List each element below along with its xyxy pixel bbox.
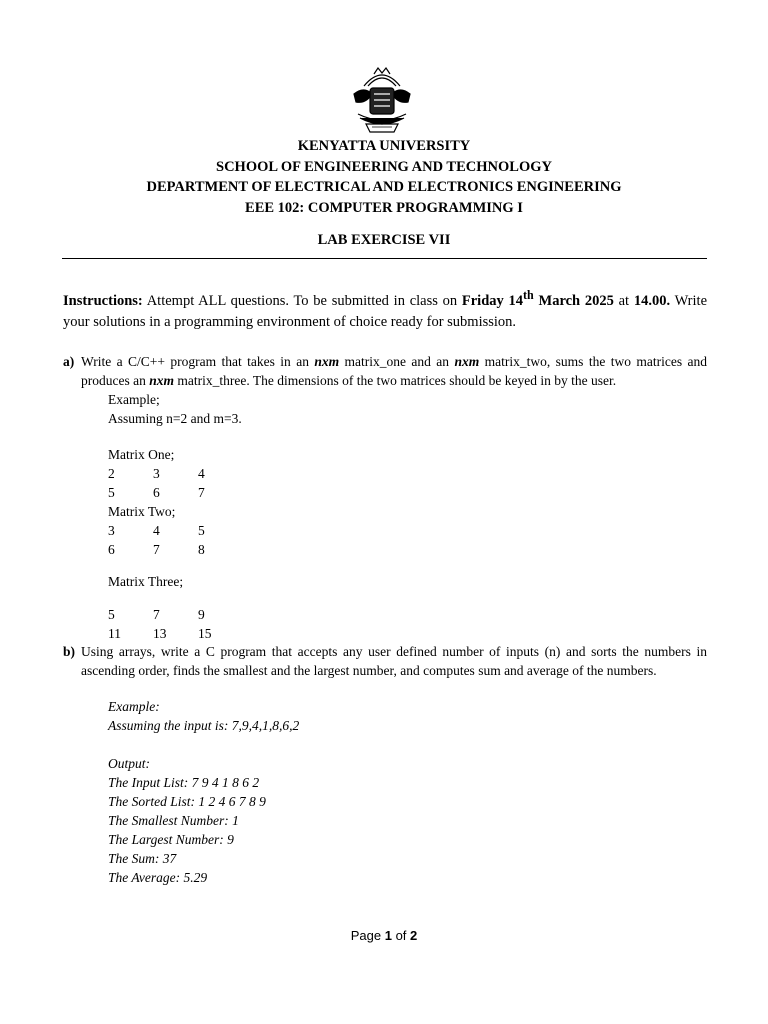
instructions-paragraph: Instructions: Attempt ALL questions. To be submitted in class on Friday 14th March 2025 at 14.00. Write your solutions in a programming environment of choice ready for submission. bbox=[63, 288, 708, 330]
output-line: The Sum: 37 bbox=[108, 851, 177, 866]
matrix-row: 11 13 15 bbox=[108, 626, 212, 641]
output-line: The Average: 5.29 bbox=[108, 870, 208, 885]
matrix-row: 6 7 8 bbox=[108, 542, 205, 557]
question-b-label: b) bbox=[63, 644, 76, 659]
due-time: 14.00. bbox=[633, 292, 671, 309]
matrix-row: 5 7 9 bbox=[108, 607, 205, 622]
question-b-output bbox=[108, 754, 266, 887]
question-a-label: a) bbox=[63, 354, 75, 369]
matrix-row: 3 4 5 bbox=[108, 523, 205, 538]
question-a-example: Example; Assuming n=2 and m=3. bbox=[108, 392, 242, 426]
school-name: SCHOOL OF ENGINEERING AND TECHNOLOGY bbox=[216, 158, 552, 175]
instructions-label: Instructions: bbox=[63, 292, 143, 309]
question-a-text: Write a C/C++ program that takes in an nxm matrix_one and an nxm matrix_two, sums the two matrices and produces an nxm matrix_three. The dimensions of the two matrices should be keyed in by the user. bbox=[81, 354, 707, 388]
course-title: EEE 102: COMPUTER PROGRAMMING I bbox=[245, 199, 523, 216]
matrix-two-title: Matrix Two; bbox=[108, 504, 176, 519]
matrix-one-title: Matrix One; bbox=[108, 447, 175, 462]
university-crest-logo bbox=[344, 64, 420, 136]
question-a bbox=[63, 352, 707, 390]
matrix-three-title: Matrix Three; bbox=[108, 574, 184, 589]
page-number: Page 1 of 2 bbox=[350, 928, 418, 943]
document-header bbox=[0, 136, 768, 218]
department-name: DEPARTMENT OF ELECTRICAL AND ELECTRONICS ENGINEERING bbox=[146, 179, 622, 195]
question-b-text: Using arrays, write a C program that accepts any user defined number of inputs (n) and sorts the numbers in ascending order, finds the smallest and the largest number, and computes sum and average of the numbers. bbox=[81, 644, 707, 678]
question-b-example: Example: Assuming the input is: 7,9,4,1,8,6,2 bbox=[108, 699, 300, 733]
header-divider bbox=[62, 258, 707, 259]
exercise-title: LAB EXERCISE VII bbox=[317, 232, 451, 248]
question-b bbox=[63, 642, 707, 680]
matrix-one bbox=[108, 445, 243, 559]
matrix-row: 2 3 4 bbox=[108, 466, 205, 481]
matrix-three bbox=[108, 572, 243, 643]
output-line: The Sorted List: 1 2 4 6 7 8 9 bbox=[108, 794, 266, 809]
output-line: The Input List: 7 9 4 1 8 6 2 bbox=[108, 775, 260, 790]
output-label: Output: bbox=[108, 756, 150, 771]
output-line: The Smallest Number: 1 bbox=[108, 813, 239, 828]
matrix-row: 5 6 7 bbox=[108, 485, 205, 500]
due-date: Friday 14th March 2025 bbox=[461, 288, 614, 309]
output-line: The Largest Number: 9 bbox=[108, 832, 234, 847]
university-name: KENYATTA UNIVERSITY bbox=[297, 138, 471, 154]
